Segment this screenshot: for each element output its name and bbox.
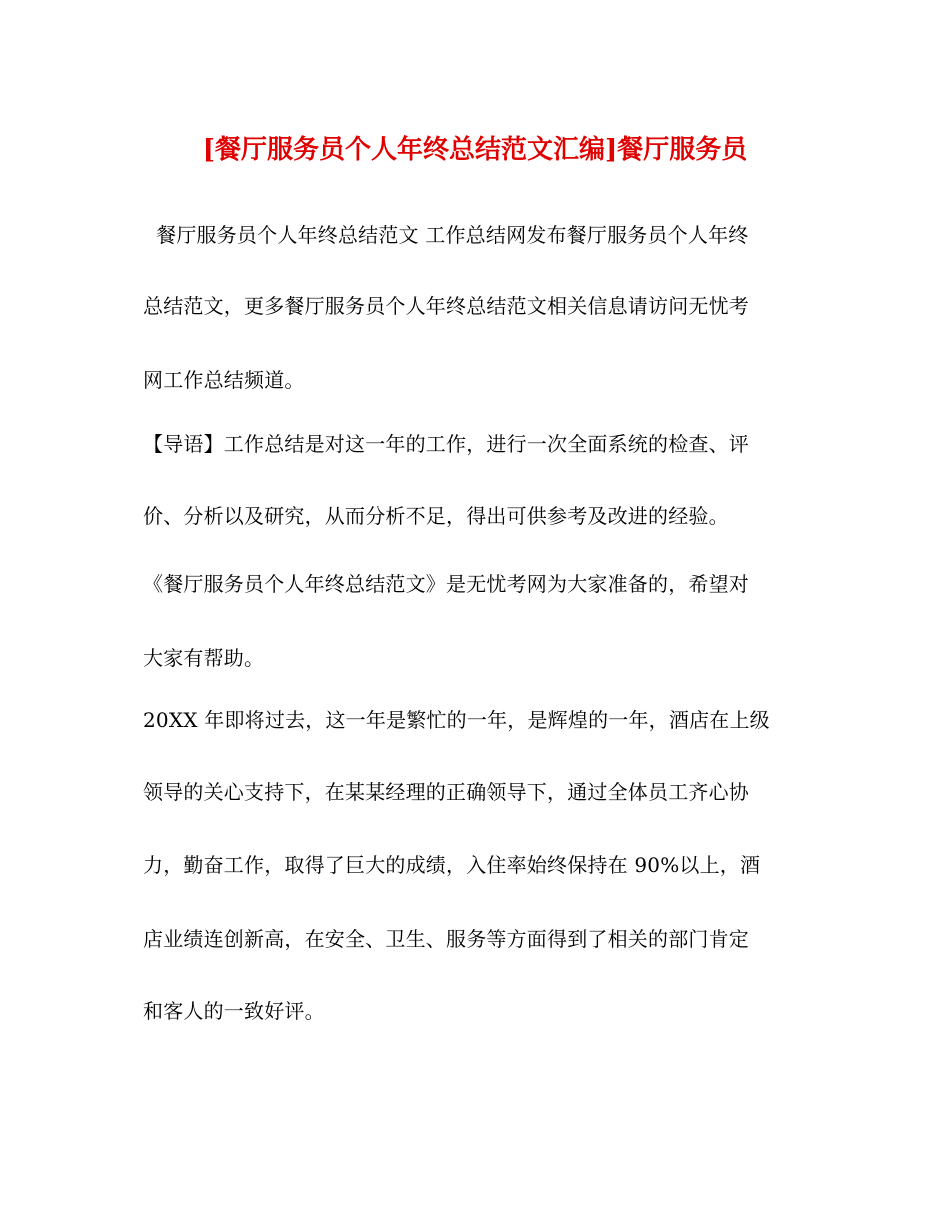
paragraph-line: 网工作总结频道。	[143, 368, 305, 392]
paragraph-line: 价、分析以及研究，从而分析不足，得出可供参考及改进的经验。	[143, 504, 729, 528]
paragraph-line: 店业绩连创新高，在安全、卫生、服务等方面得到了相关的部门肯定	[143, 927, 749, 951]
paragraph-line: 总结范文，更多餐厅服务员个人年终总结范文相关信息请访问无忧考	[143, 294, 749, 318]
paragraph-line: 餐厅服务员个人年终总结范文 工作总结网发布餐厅服务员个人年终	[143, 223, 749, 247]
document-title: [餐厅服务员个人年终总结范文汇编]餐厅服务员	[202, 135, 748, 165]
paragraph-line: 20XX 年即将过去，这一年是繁忙的一年，是辉煌的一年，酒店在上级	[143, 708, 770, 732]
paragraph-line: 力，勤奋工作，取得了巨大的成绩，入住率始终保持在 90%以上，酒	[143, 853, 761, 877]
paragraph-line: 【导语】工作总结是对这一年的工作，进行一次全面系统的检查、评	[143, 432, 749, 456]
paragraph-line: 大家有帮助。	[143, 646, 265, 670]
paragraph-line: 领导的关心支持下，在某某经理的正确领导下，通过全体员工齐心协	[143, 780, 749, 804]
paragraph-line: 《餐厅服务员个人年终总结范文》是无忧考网为大家准备的，希望对	[143, 572, 749, 596]
paragraph-line: 和客人的一致好评。	[143, 999, 325, 1023]
